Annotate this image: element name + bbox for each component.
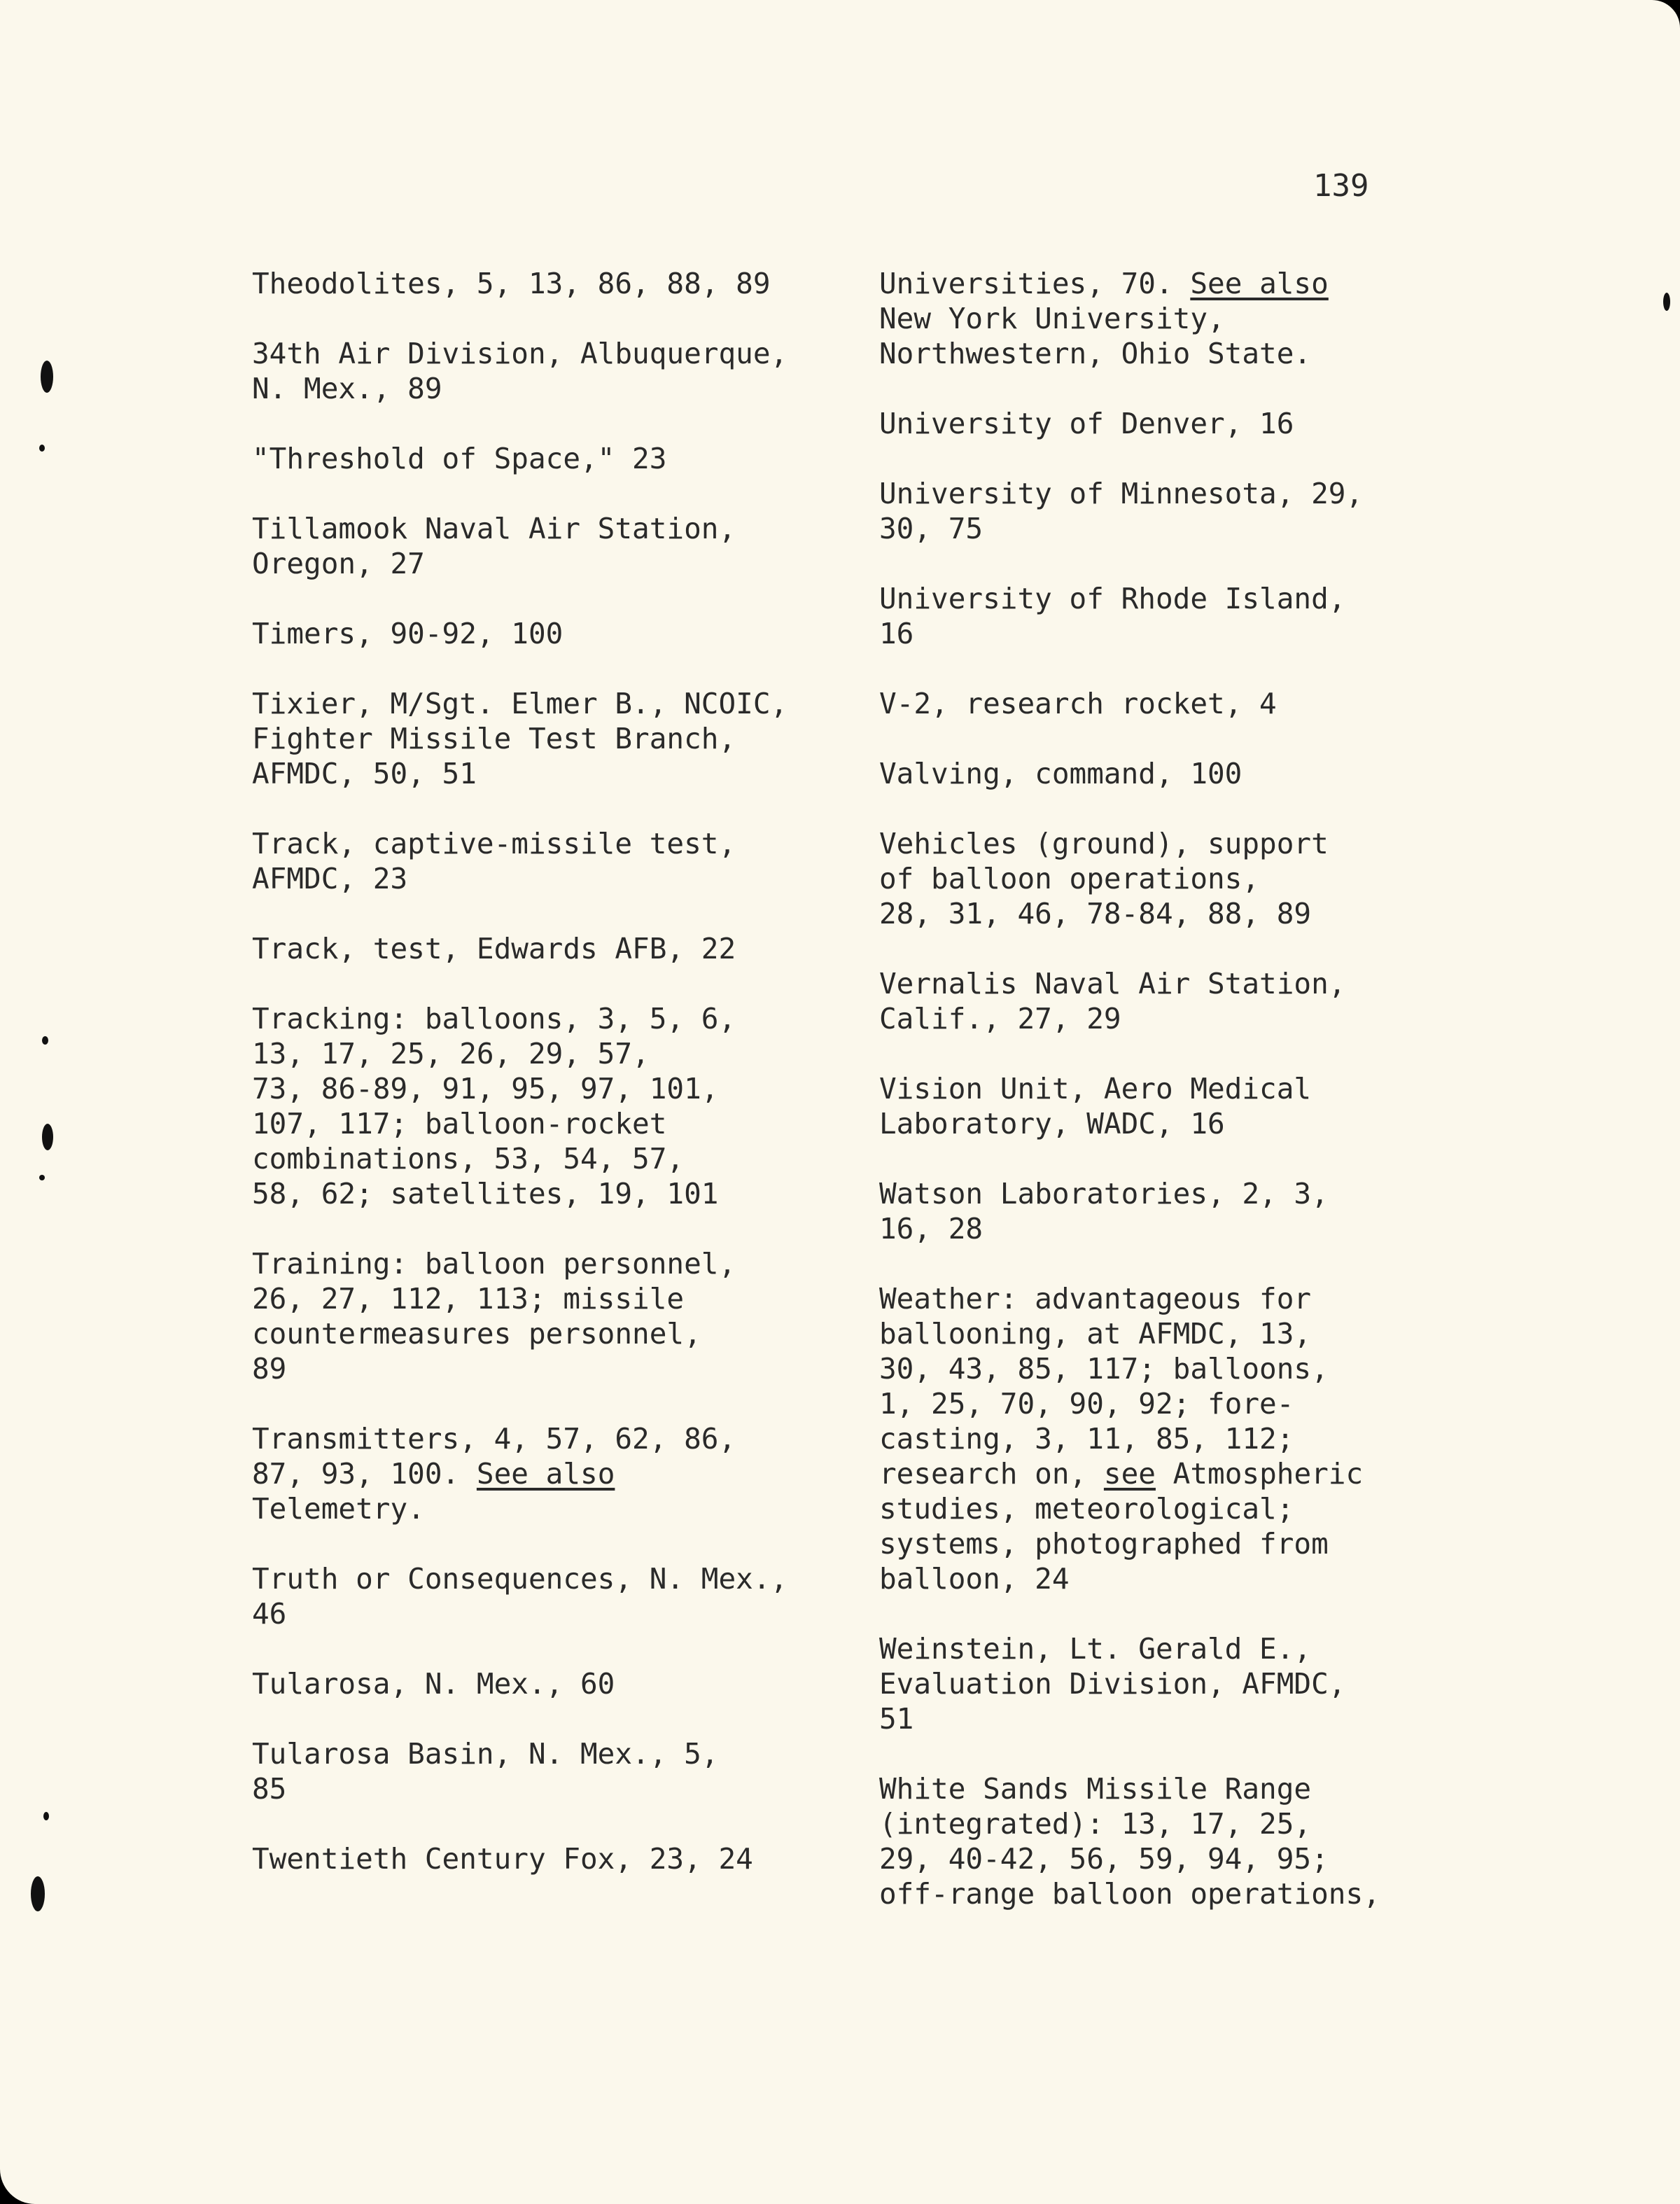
index-entry-line: Vernalis Naval Air Station, (879, 967, 1346, 1000)
punch-hole-mark (42, 1124, 53, 1150)
index-entry (252, 1841, 868, 1876)
index-entry-line: Northwestern, Ohio State. (879, 337, 1312, 370)
index-entry-line: Training: balloon personnel, (252, 1247, 736, 1281)
index-entry-line: 28, 31, 46, 78-84, 88, 89 (879, 897, 1312, 930)
index-entry (252, 686, 868, 791)
index-entry-line: Track, test, Edwards AFB, 22 (252, 932, 736, 965)
index-entry-line: AFMDC, 50, 51 (252, 757, 477, 790)
index-entry-line: 46 (252, 1597, 287, 1631)
index-entry-line: 51 (879, 1702, 914, 1736)
index-entry (879, 1176, 1509, 1246)
index-entry (252, 616, 868, 651)
cross-reference: See also (476, 1457, 615, 1491)
index-column-left (252, 266, 868, 1911)
index-entry-line: Fighter Missile Test Branch, (252, 722, 736, 755)
index-entry-line: University of Rhode Island, (879, 582, 1346, 615)
index-entry (252, 336, 868, 406)
index-entry-line: 13, 17, 25, 26, 29, 57, (252, 1037, 650, 1070)
index-entry-line: of balloon operations, (879, 862, 1260, 895)
index-entry-line: Tixier, M/Sgt. Elmer B., NCOIC, (252, 687, 788, 720)
index-entry (252, 266, 868, 301)
index-entry-line: Weather: advantageous for (879, 1282, 1312, 1316)
index-entry (252, 1421, 868, 1526)
index-entry-line: Transmitters, 4, 57, 62, 86, (252, 1422, 736, 1456)
index-entry (879, 1771, 1509, 1911)
edge-speck (39, 1175, 45, 1180)
cross-reference: see (1103, 1457, 1156, 1491)
index-entry (252, 511, 868, 581)
index-entry-line: Truth or Consequences, N. Mex., (252, 1562, 788, 1596)
index-entry-line: studies, meteorological; (879, 1492, 1294, 1526)
index-entry-line: casting, 3, 11, 85, 112; (879, 1422, 1294, 1456)
index-entry (252, 1666, 868, 1701)
index-entry (252, 1561, 868, 1631)
index-entry (252, 1001, 868, 1211)
index-entry-line: N. Mex., 89 (252, 372, 442, 405)
page-number: 139 (1313, 168, 1369, 204)
index-entry-line: Tillamook Naval Air Station, (252, 512, 736, 545)
index-entry-line: Vehicles (ground), support (879, 827, 1329, 860)
index-entry-line: 34th Air Division, Albuquerque, (252, 337, 788, 370)
index-entry-line: 30, 43, 85, 117; balloons, (879, 1352, 1329, 1386)
index-entry (879, 476, 1509, 546)
index-entry-line: systems, photographed from (879, 1527, 1329, 1561)
index-entry-line: Calif., 27, 29 (879, 1002, 1121, 1035)
index-entry-line: Tularosa Basin, N. Mex., 5, (252, 1737, 719, 1771)
index-entry (879, 1071, 1509, 1141)
index-entry-line: Valving, command, 100 (879, 757, 1242, 790)
index-entry-line: Timers, 90-92, 100 (252, 617, 564, 650)
index-entry-line: AFMDC, 23 (252, 862, 408, 895)
index-entry (879, 756, 1509, 791)
index-entry-line: 1, 25, 70, 90, 92; fore- (879, 1387, 1294, 1421)
index-entry (879, 581, 1509, 651)
index-entry-line: Tracking: balloons, 3, 5, 6, (252, 1002, 736, 1035)
index-entry (879, 966, 1509, 1036)
index-entry-line: 16 (879, 617, 914, 650)
cross-reference: See also (1190, 267, 1329, 300)
index-entry (252, 441, 868, 476)
index-column-right (879, 266, 1509, 1946)
index-entry-line: Oregon, 27 (252, 547, 425, 580)
index-entry (879, 406, 1509, 441)
index-entry (879, 1631, 1509, 1736)
edge-speck (43, 1812, 49, 1820)
index-entry-line: 89 (252, 1352, 287, 1386)
index-entry-line: 73, 86-89, 91, 95, 97, 101, (252, 1072, 719, 1106)
index-entry-line: Watson Laboratories, 2, 3, (879, 1177, 1329, 1211)
index-entry-line: Weinstein, Lt. Gerald E., (879, 1632, 1312, 1666)
index-entry-line: Universities, 70. See also (879, 267, 1329, 300)
edge-speck (42, 1036, 48, 1045)
index-entry-line: Evaluation Division, AFMDC, (879, 1667, 1346, 1701)
index-entry-line: V-2, research rocket, 4 (879, 687, 1277, 720)
index-entry-line: 87, 93, 100. See also (252, 1457, 615, 1491)
index-entry-line: University of Denver, 16 (879, 407, 1294, 440)
index-entry-line: research on, see Atmospheric (879, 1457, 1364, 1491)
index-entry-line: 16, 28 (879, 1212, 983, 1246)
index-entry-line: combinations, 53, 54, 57, (252, 1142, 685, 1176)
index-entry-line: New York University, (879, 302, 1225, 335)
index-entry (252, 931, 868, 966)
index-entry-line: 26, 27, 112, 113; missile (252, 1282, 685, 1316)
index-entry (879, 1281, 1509, 1596)
index-entry-line: countermeasures personnel, (252, 1317, 701, 1351)
index-entry-line: 30, 75 (879, 512, 983, 545)
index-entry-line: 58, 62; satellites, 19, 101 (252, 1177, 719, 1211)
edge-speck (39, 445, 45, 452)
index-entry (252, 1736, 868, 1806)
index-entry-line: "Threshold of Space," 23 (252, 442, 667, 475)
index-entry-line: Tularosa, N. Mex., 60 (252, 1667, 615, 1701)
index-entry-line: balloon, 24 (879, 1562, 1070, 1596)
index-entry (252, 826, 868, 896)
edge-speck (1663, 293, 1670, 311)
index-entry (252, 1246, 868, 1386)
index-entry-line: Laboratory, WADC, 16 (879, 1107, 1225, 1141)
index-entry-line: Vision Unit, Aero Medical (879, 1072, 1312, 1106)
punch-hole-mark (31, 1876, 45, 1911)
index-entry-line: 29, 40-42, 56, 59, 94, 95; (879, 1842, 1329, 1876)
index-entry-line: Track, captive-missile test, (252, 827, 736, 860)
index-entry (879, 686, 1509, 721)
index-entry-line: University of Minnesota, 29, (879, 477, 1364, 510)
index-entry-line: off-range balloon operations, (879, 1877, 1380, 1911)
index-entry-line: (integrated): 13, 17, 25, (879, 1807, 1312, 1841)
index-entry-line: ballooning, at AFMDC, 13, (879, 1317, 1312, 1351)
index-entry-line: Theodolites, 5, 13, 86, 88, 89 (252, 267, 771, 300)
index-entry-line: White Sands Missile Range (879, 1772, 1312, 1806)
index-entry (879, 266, 1509, 371)
index-entry-line: 85 (252, 1772, 287, 1806)
index-entry-line: 107, 117; balloon-rocket (252, 1107, 667, 1141)
punch-hole-mark (41, 361, 53, 393)
index-entry-line: Twentieth Century Fox, 23, 24 (252, 1842, 753, 1876)
index-entry-line: Telemetry. (252, 1492, 425, 1526)
index-entry (879, 826, 1509, 931)
